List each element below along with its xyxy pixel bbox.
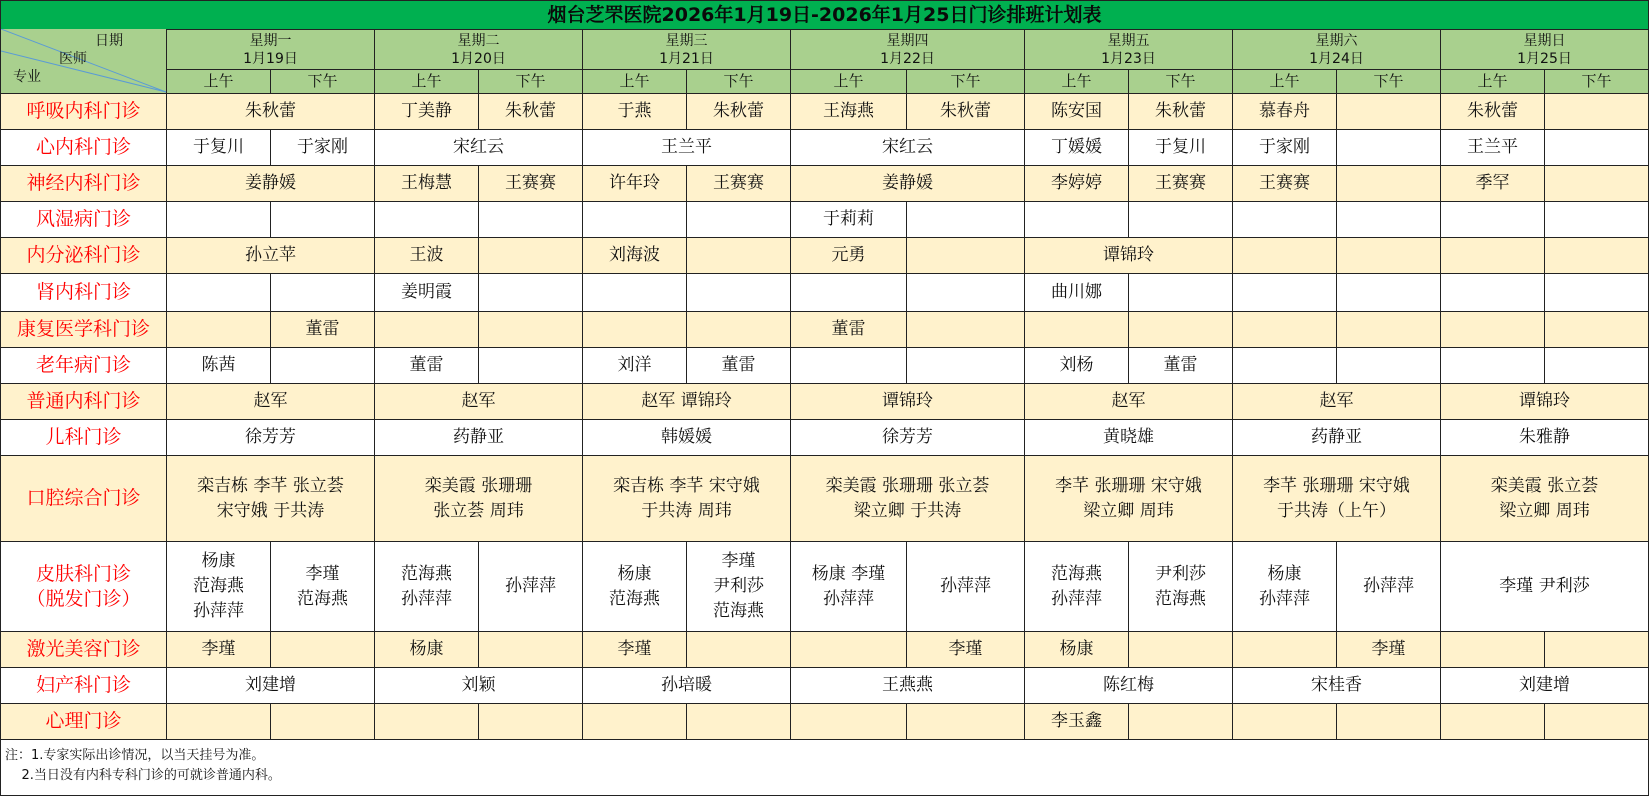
schedule-cell: 药静亚 xyxy=(1233,420,1441,456)
schedule-cell: 宋红云 xyxy=(375,130,583,166)
schedule-cell xyxy=(479,632,583,668)
schedule-cell: 于莉莉 xyxy=(791,202,907,238)
schedule-cell: 董雷 xyxy=(1129,348,1233,384)
schedule-cell xyxy=(1337,130,1441,166)
department-label: 儿科门诊 xyxy=(0,420,167,456)
pm-header: 下午 xyxy=(1129,70,1233,94)
schedule-cell xyxy=(1233,274,1337,312)
schedule-cell: 王赛赛 xyxy=(479,166,583,202)
schedule-cell: 季罕 xyxy=(1441,166,1545,202)
day-date: 1月23日 xyxy=(1101,50,1156,67)
schedule-cell xyxy=(1545,632,1649,668)
schedule-cell xyxy=(479,312,583,348)
schedule-cell: 谭锦玲 xyxy=(1441,384,1649,420)
schedule-cell: 孙萍萍 xyxy=(479,542,583,632)
schedule-cell xyxy=(583,202,687,238)
schedule-cell: 慕春舟 xyxy=(1233,94,1337,130)
pm-header: 下午 xyxy=(479,70,583,94)
schedule-cell: 范海燕 孙萍萍 xyxy=(1025,542,1129,632)
day-date: 1月22日 xyxy=(880,50,935,67)
schedule-cell xyxy=(271,274,375,312)
schedule-cell xyxy=(1545,130,1649,166)
schedule-cell: 李瑾 xyxy=(907,632,1025,668)
schedule-cell: 丁媛媛 xyxy=(1025,130,1129,166)
schedule-cell: 王梅慧 xyxy=(375,166,479,202)
schedule-cell: 韩媛媛 xyxy=(583,420,791,456)
schedule-cell: 李瑾 范海燕 xyxy=(271,542,375,632)
schedule-cell xyxy=(1129,312,1233,348)
schedule-cell xyxy=(1233,312,1337,348)
schedule-cell xyxy=(583,704,687,740)
schedule-cell xyxy=(167,274,271,312)
department-label: 心理门诊 xyxy=(0,704,167,740)
schedule-cell: 许年玲 xyxy=(583,166,687,202)
schedule-cell xyxy=(1545,238,1649,274)
schedule-cell xyxy=(375,202,479,238)
schedule-cell: 孙萍萍 xyxy=(1337,542,1441,632)
schedule-cell xyxy=(479,238,583,274)
schedule-cell: 栾美霞 张珊珊 张立荟 周玮 xyxy=(375,456,583,542)
schedule-cell xyxy=(271,348,375,384)
schedule-cell: 栾吉栋 李芊 宋守娥 于共涛 周玮 xyxy=(583,456,791,542)
pm-header: 下午 xyxy=(271,70,375,94)
schedule-cell: 赵军 xyxy=(1233,384,1441,420)
schedule-cell: 药静亚 xyxy=(375,420,583,456)
schedule-cell: 刘颖 xyxy=(375,668,583,704)
schedule-cell xyxy=(583,274,687,312)
schedule-cell xyxy=(687,238,791,274)
schedule-cell: 姜明霞 xyxy=(375,274,479,312)
day-weekday: 星期六 xyxy=(1315,32,1358,49)
schedule-cell xyxy=(167,704,271,740)
schedule-cell xyxy=(1545,312,1649,348)
schedule-cell xyxy=(167,202,271,238)
schedule-cell: 朱秋蕾 xyxy=(479,94,583,130)
am-header: 上午 xyxy=(1025,70,1129,94)
schedule-cell: 朱秋蕾 xyxy=(687,94,791,130)
department-label: 妇产科门诊 xyxy=(0,668,167,704)
am-header: 上午 xyxy=(1233,70,1337,94)
header-corner xyxy=(0,29,167,94)
schedule-cell xyxy=(1129,704,1233,740)
schedule-cell: 宋红云 xyxy=(791,130,1025,166)
pm-header: 下午 xyxy=(907,70,1025,94)
corner-doctor-label: 医师 xyxy=(59,51,87,67)
schedule-cell: 赵军 xyxy=(167,384,375,420)
schedule-cell: 黄晓雄 xyxy=(1025,420,1233,456)
corner-date-label: 日期 xyxy=(95,33,123,49)
schedule-cell: 董雷 xyxy=(375,348,479,384)
schedule-cell xyxy=(479,348,583,384)
schedule-cell xyxy=(479,704,583,740)
schedule-cell xyxy=(1337,312,1441,348)
department-label: 普通内科门诊 xyxy=(0,384,167,420)
am-header: 上午 xyxy=(375,70,479,94)
schedule-cell: 朱秋蕾 xyxy=(167,94,375,130)
schedule-cell: 孙立苹 xyxy=(167,238,375,274)
schedule-cell: 李芊 张珊珊 宋守娥 于共涛（上午） xyxy=(1233,456,1441,542)
department-label: 老年病门诊 xyxy=(0,348,167,384)
schedule-cell xyxy=(1337,274,1441,312)
schedule-cell: 王赛赛 xyxy=(1233,166,1337,202)
schedule-cell xyxy=(1025,312,1129,348)
schedule-cell xyxy=(1233,238,1337,274)
schedule-cell: 朱秋蕾 xyxy=(907,94,1025,130)
schedule-cell xyxy=(791,632,907,668)
schedule-cell xyxy=(1129,632,1233,668)
schedule-cell: 杨康 范海燕 孙萍萍 xyxy=(167,542,271,632)
schedule-cell xyxy=(1337,704,1441,740)
schedule-cell: 王波 xyxy=(375,238,479,274)
schedule-cell: 尹利莎 范海燕 xyxy=(1129,542,1233,632)
schedule-cell: 朱秋蕾 xyxy=(1441,94,1545,130)
department-label: 神经内科门诊 xyxy=(0,166,167,202)
schedule-cell: 陈茜 xyxy=(167,348,271,384)
schedule-cell xyxy=(1233,348,1337,384)
schedule-cell: 栾美霞 张立荟 梁立卿 周玮 xyxy=(1441,456,1649,542)
schedule-cell xyxy=(375,312,479,348)
day-date: 1月21日 xyxy=(659,50,714,67)
schedule-cell xyxy=(1441,238,1545,274)
day-header xyxy=(791,30,1025,70)
schedule-cell: 刘建增 xyxy=(167,668,375,704)
schedule-cell xyxy=(1233,632,1337,668)
schedule-cell: 杨康 孙萍萍 xyxy=(1233,542,1337,632)
pm-header: 下午 xyxy=(1337,70,1441,94)
schedule-cell: 杨康 xyxy=(1025,632,1129,668)
schedule-cell: 姜静媛 xyxy=(167,166,375,202)
department-label: 康复医学科门诊 xyxy=(0,312,167,348)
schedule-cell xyxy=(1545,274,1649,312)
schedule-cell xyxy=(687,312,791,348)
schedule-cell: 谭锦玲 xyxy=(1025,238,1233,274)
schedule-cell xyxy=(1545,348,1649,384)
schedule-cell: 孙培暖 xyxy=(583,668,791,704)
schedule-cell xyxy=(907,238,1025,274)
schedule-cell: 董雷 xyxy=(687,348,791,384)
schedule-cell: 范海燕 孙萍萍 xyxy=(375,542,479,632)
schedule-cell: 杨康 李瑾 孙萍萍 xyxy=(791,542,907,632)
schedule-cell xyxy=(1441,312,1545,348)
day-header xyxy=(1441,30,1649,70)
department-label: 内分泌科门诊 xyxy=(0,238,167,274)
schedule-cell xyxy=(687,704,791,740)
schedule-cell: 杨康 范海燕 xyxy=(583,542,687,632)
day-weekday: 星期四 xyxy=(886,32,929,49)
schedule-cell: 董雷 xyxy=(791,312,907,348)
schedule-cell xyxy=(687,202,791,238)
schedule-cell: 徐芳芳 xyxy=(167,420,375,456)
schedule-cell xyxy=(907,274,1025,312)
schedule-cell: 丁美静 xyxy=(375,94,479,130)
schedule-cell xyxy=(479,274,583,312)
schedule-cell: 赵军 xyxy=(1025,384,1233,420)
schedule-cell xyxy=(1337,238,1441,274)
schedule-cell xyxy=(907,704,1025,740)
schedule-cell: 栾吉栋 李芊 张立荟 宋守娥 于共涛 xyxy=(167,456,375,542)
pm-header: 下午 xyxy=(1545,70,1649,94)
schedule-cell xyxy=(1129,274,1233,312)
schedule-cell: 李瑾 xyxy=(167,632,271,668)
schedule-cell: 杨康 xyxy=(375,632,479,668)
schedule-cell: 朱雅静 xyxy=(1441,420,1649,456)
day-date: 1月24日 xyxy=(1309,50,1364,67)
schedule-cell: 栾美霞 张珊珊 张立荟 梁立卿 于共涛 xyxy=(791,456,1025,542)
schedule-cell xyxy=(1545,202,1649,238)
schedule-cell: 宋桂香 xyxy=(1233,668,1441,704)
department-label: 风湿病门诊 xyxy=(0,202,167,238)
schedule-cell: 于燕 xyxy=(583,94,687,130)
schedule-cell: 刘洋 xyxy=(583,348,687,384)
schedule-cell xyxy=(687,274,791,312)
department-label: 口腔综合门诊 xyxy=(0,456,167,542)
schedule-cell xyxy=(1441,704,1545,740)
day-header xyxy=(167,30,375,70)
schedule-cell xyxy=(271,632,375,668)
department-label: 肾内科门诊 xyxy=(0,274,167,312)
schedule-cell: 于家刚 xyxy=(271,130,375,166)
schedule-cell xyxy=(1545,704,1649,740)
schedule-cell: 谭锦玲 xyxy=(791,384,1025,420)
schedule-cell xyxy=(1233,202,1337,238)
schedule-cell xyxy=(375,704,479,740)
schedule-cell xyxy=(583,312,687,348)
schedule-cell xyxy=(1233,704,1337,740)
day-header xyxy=(375,30,583,70)
schedule-cell xyxy=(271,202,375,238)
schedule-cell: 王兰平 xyxy=(583,130,791,166)
am-header: 上午 xyxy=(583,70,687,94)
schedule-cell xyxy=(907,348,1025,384)
schedule-cell xyxy=(1337,348,1441,384)
day-weekday: 星期三 xyxy=(665,32,708,49)
schedule-cell: 徐芳芳 xyxy=(791,420,1025,456)
day-weekday: 星期五 xyxy=(1107,32,1150,49)
notes xyxy=(0,740,1649,796)
department-label: 皮肤科门诊 （脱发门诊） xyxy=(0,542,167,632)
note-line-1: 注：1.专家实际出诊情况，以当天挂号为准。 xyxy=(5,748,265,763)
schedule-cell: 刘杨 xyxy=(1025,348,1129,384)
schedule-cell: 曲川娜 xyxy=(1025,274,1129,312)
table-title: 烟台芝罘医院2026年1月19日-2026年1月25日门诊排班计划表 xyxy=(0,0,1649,30)
schedule-cell xyxy=(1337,202,1441,238)
corner-specialty-label: 专业 xyxy=(13,69,41,85)
day-date: 1月19日 xyxy=(243,50,298,67)
schedule-cell xyxy=(1441,274,1545,312)
schedule-cell: 陈安国 xyxy=(1025,94,1129,130)
schedule-cell xyxy=(1545,166,1649,202)
schedule-cell: 孙萍萍 xyxy=(907,542,1025,632)
schedule-cell: 姜静媛 xyxy=(791,166,1025,202)
day-weekday: 星期一 xyxy=(249,32,292,49)
schedule-cell xyxy=(907,312,1025,348)
schedule-cell: 李瑾 xyxy=(1337,632,1441,668)
schedule-cell: 李瑾 xyxy=(583,632,687,668)
schedule-cell xyxy=(791,274,907,312)
schedule-cell xyxy=(167,312,271,348)
schedule-cell: 赵军 xyxy=(375,384,583,420)
schedule-cell xyxy=(791,704,907,740)
schedule-cell: 李婷婷 xyxy=(1025,166,1129,202)
schedule-cell: 王海燕 xyxy=(791,94,907,130)
day-weekday: 星期二 xyxy=(457,32,500,49)
schedule-cell xyxy=(1129,202,1233,238)
schedule-cell xyxy=(1025,202,1129,238)
day-weekday: 星期日 xyxy=(1523,32,1566,49)
schedule-cell: 刘海波 xyxy=(583,238,687,274)
schedule-cell: 李玉鑫 xyxy=(1025,704,1129,740)
schedule-cell: 刘建增 xyxy=(1441,668,1649,704)
schedule-cell: 王赛赛 xyxy=(1129,166,1233,202)
schedule-cell xyxy=(1441,202,1545,238)
day-header xyxy=(1233,30,1441,70)
schedule-cell xyxy=(791,348,907,384)
am-header: 上午 xyxy=(791,70,907,94)
schedule-cell: 于复川 xyxy=(1129,130,1233,166)
schedule-cell: 赵军 谭锦玲 xyxy=(583,384,791,420)
schedule-cell: 朱秋蕾 xyxy=(1129,94,1233,130)
department-label: 心内科门诊 xyxy=(0,130,167,166)
schedule-cell: 于家刚 xyxy=(1233,130,1337,166)
schedule-cell xyxy=(1545,94,1649,130)
am-header: 上午 xyxy=(1441,70,1545,94)
day-header xyxy=(1025,30,1233,70)
schedule-cell xyxy=(271,704,375,740)
schedule-cell: 王兰平 xyxy=(1441,130,1545,166)
schedule-cell: 王燕燕 xyxy=(791,668,1025,704)
schedule-cell xyxy=(687,632,791,668)
schedule-cell xyxy=(1441,348,1545,384)
note-line-2: 2.当日没有内科专科门诊的可就诊普通内科。 xyxy=(5,768,281,783)
schedule-cell xyxy=(479,202,583,238)
schedule-cell: 王赛赛 xyxy=(687,166,791,202)
schedule-cell: 李芊 张珊珊 宋守娥 梁立卿 周玮 xyxy=(1025,456,1233,542)
day-date: 1月25日 xyxy=(1517,50,1572,67)
schedule-cell xyxy=(907,202,1025,238)
schedule-cell: 董雷 xyxy=(271,312,375,348)
schedule-cell: 元勇 xyxy=(791,238,907,274)
schedule-cell xyxy=(1337,166,1441,202)
department-label: 激光美容门诊 xyxy=(0,632,167,668)
schedule-cell xyxy=(1441,632,1545,668)
day-header xyxy=(583,30,791,70)
schedule-cell: 陈红梅 xyxy=(1025,668,1233,704)
schedule-cell: 于复川 xyxy=(167,130,271,166)
am-header: 上午 xyxy=(167,70,271,94)
day-date: 1月20日 xyxy=(451,50,506,67)
department-label: 呼吸内科门诊 xyxy=(0,94,167,130)
schedule-cell: 李瑾 尹利莎 xyxy=(1441,542,1649,632)
schedule-cell xyxy=(1337,94,1441,130)
pm-header: 下午 xyxy=(687,70,791,94)
schedule-cell: 李瑾 尹利莎 范海燕 xyxy=(687,542,791,632)
